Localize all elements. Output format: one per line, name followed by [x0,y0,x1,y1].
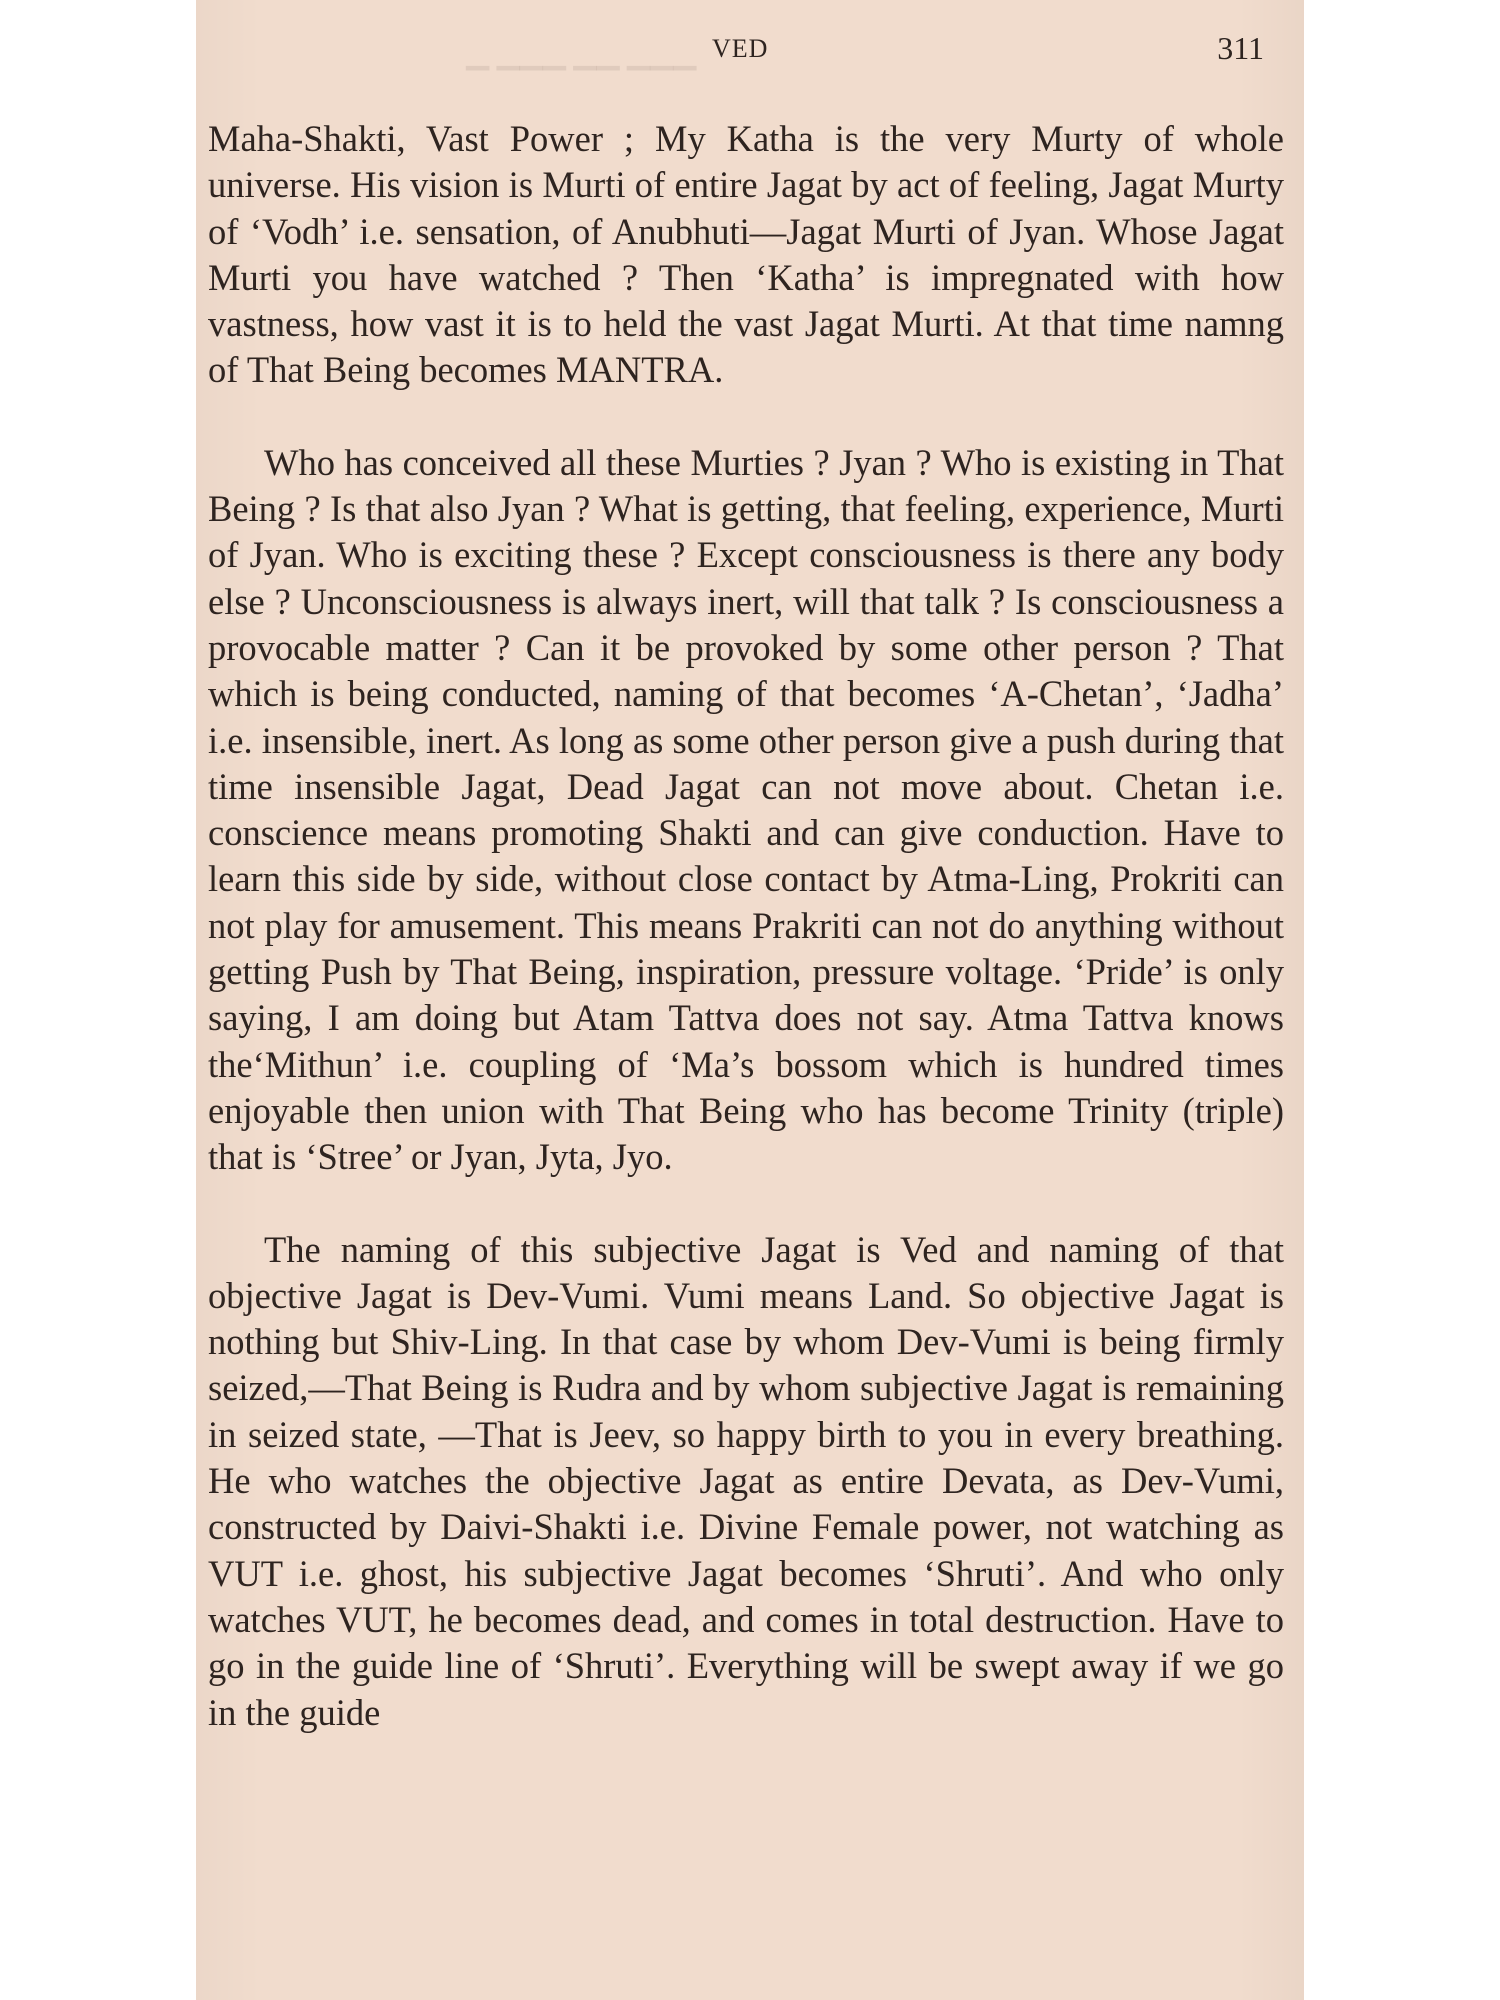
running-header [196,30,1304,70]
book-page [196,0,1304,2000]
running-title: VED [712,34,769,63]
paragraph-3: The naming of this subjective Jagat is Ved and naming of that objective Jagat is Dev-Vumi. Vumi means Land. So objective Jagat is nothing but Shiv-Ling. In that case by whom Dev-Vumi is being firmly seized,—That Being is Rudra and by whom subjective Jagat is remaining in seized state, —That is Jeev, so happy birth to you in every breathing. He who watches the objective Jagat as entire Devata, as Dev-Vumi, constructed by Daivi-Shakti i.e. Divine Female power, not watching as VUT i.e. ghost, his subjective Jagat becomes ‘Shruti’. And who only watches VUT, he becomes dead, and comes in total destruction. Have to go in the guide line of ‘Shruti’. Everything will be swept away if we go in the guide [208,1228,1284,1733]
show-through-texture: ▁ ▁▁▁ ▁▁ ▁▁▁ [466,37,697,70]
body-text [208,116,1284,1736]
paragraph-1: Maha-Shakti, Vast Power ; My Katha is the very Murty of whole universe. His vision is Murti of entire Jagat by act of feeling, Jagat Murty of ‘Vodh’ i.e. sensation, of Anubhuti—Jagat Murti of Jyan. Whose Jagat Murti you have watched ? Then ‘Katha’ is impregnated with how vastness, how vast it is to held the vast Jagat Murti. At that time namng of That Being becomes MANTRA. [208,118,1284,391]
page-number: 311 [1217,30,1264,66]
paragraph-2: Who has conceived all these Murties ? Jyan ? Who is existing in That Being ? Is that also Jyan ? What is getting, that feeling, experience, Murti of Jyan. Who is exciting these ? Except consciousness is there any body else ? Unconsciousness is always inert, will that talk ? Is consciousness a provocable matter ? Can it be provoked by some other person ? That which is being conducted, naming of that becomes ‘A-Chetan’, ‘Jadha’ i.e. insensible, inert. As long as some other person give a push during that time insensible Jagat, Dead Jagat can not move about. Chetan i.e. conscience means promoting Shakti and can give conduction. Have to learn this side by side, without close contact by Atma-Ling, Prokriti can not play for amusement. This means Prakriti can not do anything without getting Push by That Being, inspiration, pressure voltage. ‘Pride’ is only saying, I am doing but Atam Tattva does not say. Atma Tattva knows the‘Mithun’ i.e. coupling of ‘Ma’s bossom which is hundred times enjoyable then union with That Being who has become Trinity (triple) that is ‘Stree’ or Jyan, Jyta, Jyo. [208,441,1284,1178]
